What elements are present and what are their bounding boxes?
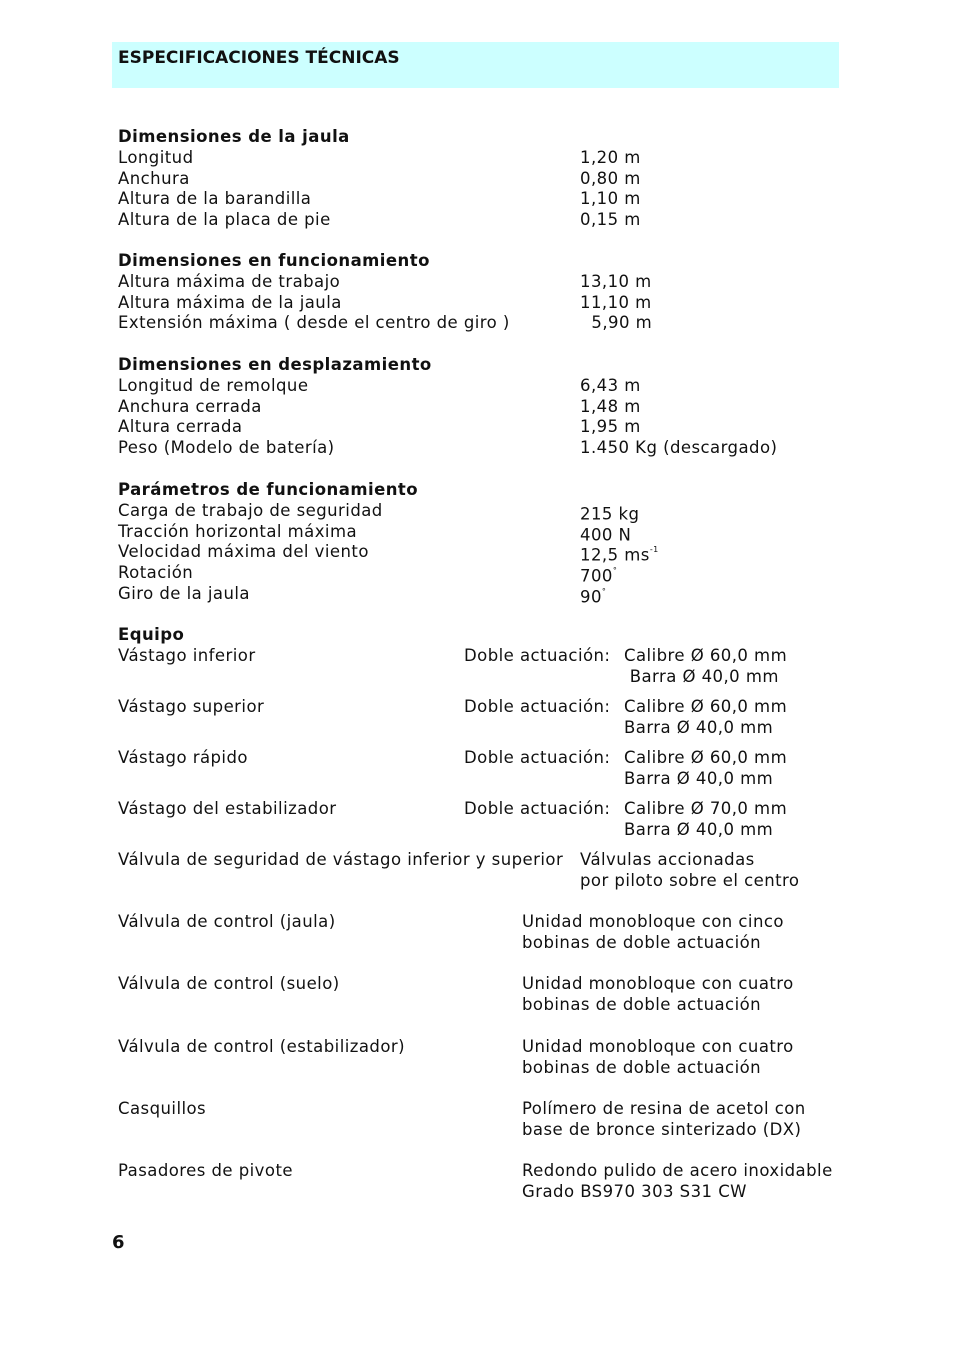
spec-row bbox=[118, 542, 659, 565]
action-type: Doble actuación: bbox=[464, 697, 611, 716]
spec-value: Unidad monobloque con cuatro bbox=[522, 974, 794, 993]
spec-label: Giro de la jaula bbox=[118, 583, 250, 603]
section-heading: Dimensiones de la jaula bbox=[118, 127, 350, 146]
spec-row bbox=[118, 521, 632, 545]
equipment-row bbox=[118, 1161, 833, 1201]
rod-value: Barra Ø 40,0 mm bbox=[624, 768, 774, 788]
spec-label: Válvula de control (estabilizador) bbox=[118, 1037, 406, 1056]
spec-value: Válvulas accionadas bbox=[580, 850, 755, 869]
spec-row bbox=[118, 417, 641, 438]
bore-value: Calibre Ø 60,0 mm bbox=[624, 697, 788, 716]
spec-value: 1.450 Kg (descargado) bbox=[580, 438, 778, 458]
spec-value: bobinas de doble actuación bbox=[522, 932, 762, 952]
section-operating-dimensions bbox=[118, 251, 653, 334]
spec-row bbox=[118, 189, 641, 210]
spec-value: 5,90 m bbox=[580, 313, 653, 333]
spec-row bbox=[118, 438, 778, 459]
spec-label: Tracción horizontal máxima bbox=[118, 521, 358, 541]
spec-label: Válvula de control (jaula) bbox=[118, 912, 336, 931]
spec-value: 400 N bbox=[580, 525, 632, 545]
section-operating-parameters bbox=[118, 480, 659, 607]
spec-label: Vástago del estabilizador bbox=[118, 799, 337, 818]
spec-label: Vástago inferior bbox=[118, 646, 256, 665]
rod-value: Barra Ø 40,0 mm bbox=[624, 819, 774, 839]
bore-value: Calibre Ø 60,0 mm bbox=[624, 748, 788, 767]
spec-label: Casquillos bbox=[118, 1099, 207, 1118]
spec-label: Anchura bbox=[118, 168, 190, 188]
spec-row bbox=[118, 583, 607, 607]
spec-label: Velocidad máxima del viento bbox=[118, 542, 369, 562]
spec-row bbox=[118, 563, 618, 586]
spec-row bbox=[118, 396, 641, 418]
spec-label: Carga de trabajo de seguridad bbox=[118, 500, 383, 520]
degree-symbol: ° bbox=[612, 566, 618, 576]
spec-label: Longitud de remolque bbox=[118, 375, 309, 395]
spec-value: Grado BS970 303 S31 CW bbox=[522, 1181, 747, 1201]
cylinder-row bbox=[118, 748, 788, 788]
rod-value: Barra Ø 40,0 mm bbox=[624, 666, 779, 686]
equipment-row bbox=[118, 912, 784, 952]
section-heading: Dimensiones en desplazamiento bbox=[118, 355, 432, 374]
section-header-bar bbox=[112, 42, 839, 88]
degree-symbol: ° bbox=[601, 586, 607, 596]
spec-value: Unidad monobloque con cuatro bbox=[522, 1037, 794, 1056]
spec-label: Altura máxima de trabajo bbox=[118, 271, 341, 291]
spec-value: 6,43 m bbox=[580, 375, 641, 395]
spec-row bbox=[118, 168, 641, 190]
action-type: Doble actuación: bbox=[464, 748, 611, 767]
spec-value: base de bronce sinterizado (DX) bbox=[522, 1119, 802, 1139]
unit-exponent: -1 bbox=[649, 545, 659, 555]
spec-value: 1,95 m bbox=[580, 417, 641, 437]
spec-label: Peso (Modelo de batería) bbox=[118, 438, 335, 458]
cylinder-row bbox=[118, 799, 788, 839]
spec-label: Anchura cerrada bbox=[118, 396, 262, 416]
equipment-row bbox=[118, 1099, 806, 1139]
spec-value: 0,80 m bbox=[580, 168, 641, 188]
spec-value: bobinas de doble actuación bbox=[522, 1057, 762, 1077]
equipment-row bbox=[118, 1037, 794, 1077]
spec-value: bobinas de doble actuación bbox=[522, 994, 762, 1014]
rod-value: Barra Ø 40,0 mm bbox=[624, 717, 774, 737]
spec-value: 1,48 m bbox=[580, 396, 641, 416]
spec-value: por piloto sobre el centro bbox=[580, 870, 800, 890]
spec-label: Vástago superior bbox=[118, 697, 265, 716]
spec-value: 11,10 m bbox=[580, 292, 652, 312]
spec-label: Altura de la barandilla bbox=[118, 189, 312, 209]
spec-label: Válvula de control (suelo) bbox=[118, 974, 340, 993]
spec-value: 1,20 m bbox=[580, 147, 641, 167]
spec-label: Altura de la placa de pie bbox=[118, 210, 331, 230]
spec-row bbox=[118, 500, 640, 524]
spec-label: Altura cerrada bbox=[118, 417, 243, 437]
action-type: Doble actuación: bbox=[464, 799, 611, 818]
spec-row bbox=[118, 375, 641, 397]
spec-label: Válvula de seguridad de vástago inferior y superior bbox=[118, 850, 564, 869]
spec-label: Altura máxima de la jaula bbox=[118, 292, 342, 312]
spec-row bbox=[118, 147, 641, 169]
spec-label: Pasadores de pivote bbox=[118, 1161, 293, 1180]
spec-value: 0,15 m bbox=[580, 210, 641, 230]
spec-value: 12,5 $ms^{-1}$ bbox=[580, 545, 659, 565]
spec-value: 13,10 m bbox=[580, 271, 652, 291]
section-heading: Parámetros de funcionamiento bbox=[118, 480, 419, 499]
spec-row bbox=[118, 292, 652, 314]
section-heading-equipment: Equipo bbox=[118, 625, 185, 644]
cylinder-row bbox=[118, 646, 788, 686]
action-type: Doble actuación: bbox=[464, 646, 611, 665]
section-heading: Dimensiones en funcionamiento bbox=[118, 251, 430, 270]
spec-row bbox=[118, 210, 641, 231]
section-cage-dimensions bbox=[118, 127, 641, 231]
page-number: 6 bbox=[112, 1232, 125, 1253]
spec-value: 700° bbox=[580, 566, 618, 586]
safety-valve-row bbox=[118, 850, 800, 890]
spec-value: Redondo pulido de acero inoxidable bbox=[522, 1161, 833, 1180]
spec-value: 1,10 m bbox=[580, 189, 641, 209]
spec-row bbox=[118, 313, 653, 334]
page-title: ESPECIFICACIONES TÉCNICAS bbox=[118, 48, 400, 68]
spec-value: Unidad monobloque con cinco bbox=[522, 912, 784, 931]
equipment-row bbox=[118, 974, 794, 1014]
spec-label: Vástago rápido bbox=[118, 748, 248, 767]
spec-value: 215 kg bbox=[580, 504, 640, 524]
bore-value: Calibre Ø 70,0 mm bbox=[624, 799, 788, 818]
spec-label: Rotación bbox=[118, 563, 194, 583]
section-travel-dimensions bbox=[118, 355, 778, 459]
bore-value: Calibre Ø 60,0 mm bbox=[624, 646, 788, 665]
spec-label: Longitud bbox=[118, 147, 194, 167]
spec-value: Polímero de resina de acetol con bbox=[522, 1099, 806, 1118]
spec-label: Extensión máxima ( desde el centro de giro ) bbox=[118, 313, 510, 333]
spec-row bbox=[118, 271, 652, 293]
spec-value: 90° bbox=[580, 586, 607, 607]
cylinder-row bbox=[118, 697, 788, 737]
